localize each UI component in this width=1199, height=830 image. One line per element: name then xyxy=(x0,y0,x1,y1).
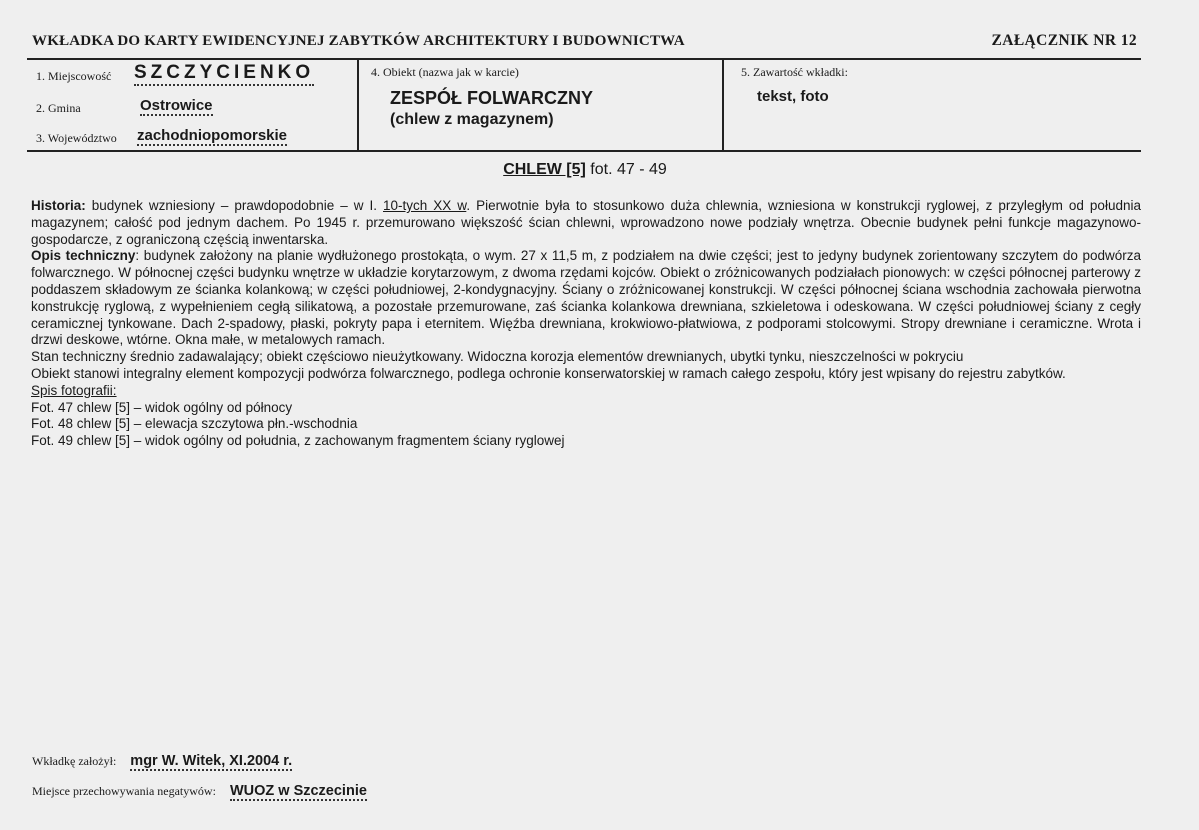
photo-list-item: Fot. 47 chlew [5] – widok ogólny od północy xyxy=(31,399,293,415)
commune-label: 2. Gmina xyxy=(36,101,81,115)
author-label: Wkładkę założył: xyxy=(32,754,117,768)
history-date: 10-tych XX w xyxy=(383,198,467,213)
history-text-1: budynek wzniesiony – prawdopodobnie – w I. xyxy=(85,198,383,213)
author-row xyxy=(32,752,292,770)
voivodeship-value: zachodniopomorskie xyxy=(137,127,288,144)
technical-label: Opis techniczny xyxy=(31,248,136,264)
storage-row xyxy=(32,782,367,800)
locality-label: 1. Miejscowość xyxy=(36,69,112,83)
description-body xyxy=(31,198,1141,450)
voivodeship-label: 3. Województwo xyxy=(36,131,117,145)
commune-value: Ostrowice xyxy=(140,97,213,114)
photo-list-item: Fot. 48 chlew [5] – elewacja szczytowa płn.-wschodnia xyxy=(31,416,358,432)
condition-paragraph: Stan techniczny średnio zadawalający; obiekt częściowo nieużytkowany. Widoczna korozja elementów drewnianych, ubytki tynku, nieszczelności w pokryciu xyxy=(31,349,964,365)
section-title: CHLEW [5] xyxy=(503,161,586,178)
technical-paragraph xyxy=(31,248,1141,349)
storage-value: WUOZ w Szczecinie xyxy=(229,783,367,799)
document-title: WKŁADKA DO KARTY EWIDENCYJNEJ ZABYTKÓW ARCHITEKTURY I BUDOWNICTWA xyxy=(32,33,685,49)
contents-label: 5. Zawartość wkładki: xyxy=(741,65,848,79)
header-rule-bottom xyxy=(27,150,1141,152)
divider-2 xyxy=(722,59,724,151)
object-subtitle: (chlew z magazynem) xyxy=(390,111,554,128)
history-label: Historia: xyxy=(31,198,86,213)
object-label: 4. Obiekt (nazwa jak w karcie) xyxy=(371,65,519,79)
locality-value: SZCZYCIENKO xyxy=(134,62,314,86)
photo-list-item: Fot. 49 chlew [5] – widok ogólny od południa, z zachowanym fragmentem ściany ryglowej xyxy=(31,433,565,449)
object-value: ZESPÓŁ FOLWARCZNY xyxy=(390,88,594,108)
contents-value: tekst, foto xyxy=(757,88,829,105)
history-text-2: . Pierwotnie była to stosunkowo duża chlewnia, wzniesiona w konstrukcji ryglowej, z przyległym od południa magazynem; całość pod jednym dachem. Po 1945 r. przemurowano większość ścian chlewni, wprowadzono nowe podziały wnętrza. Obecnie budynek pełni funkcje magazynowo-gospodarcze, z ograniczoną częścią inwentarska. xyxy=(31,198,1141,247)
photo-list-heading: Spis fotografii: xyxy=(31,382,117,398)
header-rule-top xyxy=(27,58,1141,60)
section-photos: fot. 47 - 49 xyxy=(590,161,667,178)
author-value: mgr W. Witek, XI.2004 r. xyxy=(130,753,293,769)
history-paragraph xyxy=(31,198,1141,248)
divider-1 xyxy=(357,59,359,151)
technical-text: : budynek założony na planie wydłużonego prostokąta, o wym. 27 x 11,5 m, z podziałem na dwie części; jest to jedyny budynek zorientowany szczytem do podwórza folwarcznego. W północnej części budynku wnętrze w układzie korytarzowym, z dwoma rzędami kojców. Obiekt o zróżnicowanych podziałach pionowych: w części północnej parterowy z poddaszem składowym ze ścianka kolankową; w części południowej, 2-kondygnacyjny. Ściany o zróżnicowanej konstrukcji. W części północnej ściana wschodnia zachowała pierwotna konstrukcję ryglową, z wypełnieniem cegłą silikatową, a pozostałe przemurowane, zaś ścianka kolankowa drewniana, szkieletowa i odeskowana. W części południowej ściany z cegły ceramicznej tynkowane. Dach 2-spadowy, płaski, pokryty papa i eternitem. Więźba drewniana, krokwiowo-płatwiowa, z podporami stolcowymi. Stropy drewniane i ceramiczne. Wrota i drzwi deskowe, wtórne. Okna małe, w metalowych ramach. xyxy=(31,248,1141,348)
annex-number: ZAŁĄCZNIK NR 12 xyxy=(991,32,1137,49)
section-heading xyxy=(0,161,1170,179)
storage-label: Miejsce przechowywania negatywów: xyxy=(32,784,216,798)
protection-paragraph: Obiekt stanowi integralny element kompozycji podwórza folwarcznego, podlega ochronie konserwatorskiej w ramach całego zespołu, który jest wpisany do rejestru zabytków. xyxy=(31,365,1066,381)
